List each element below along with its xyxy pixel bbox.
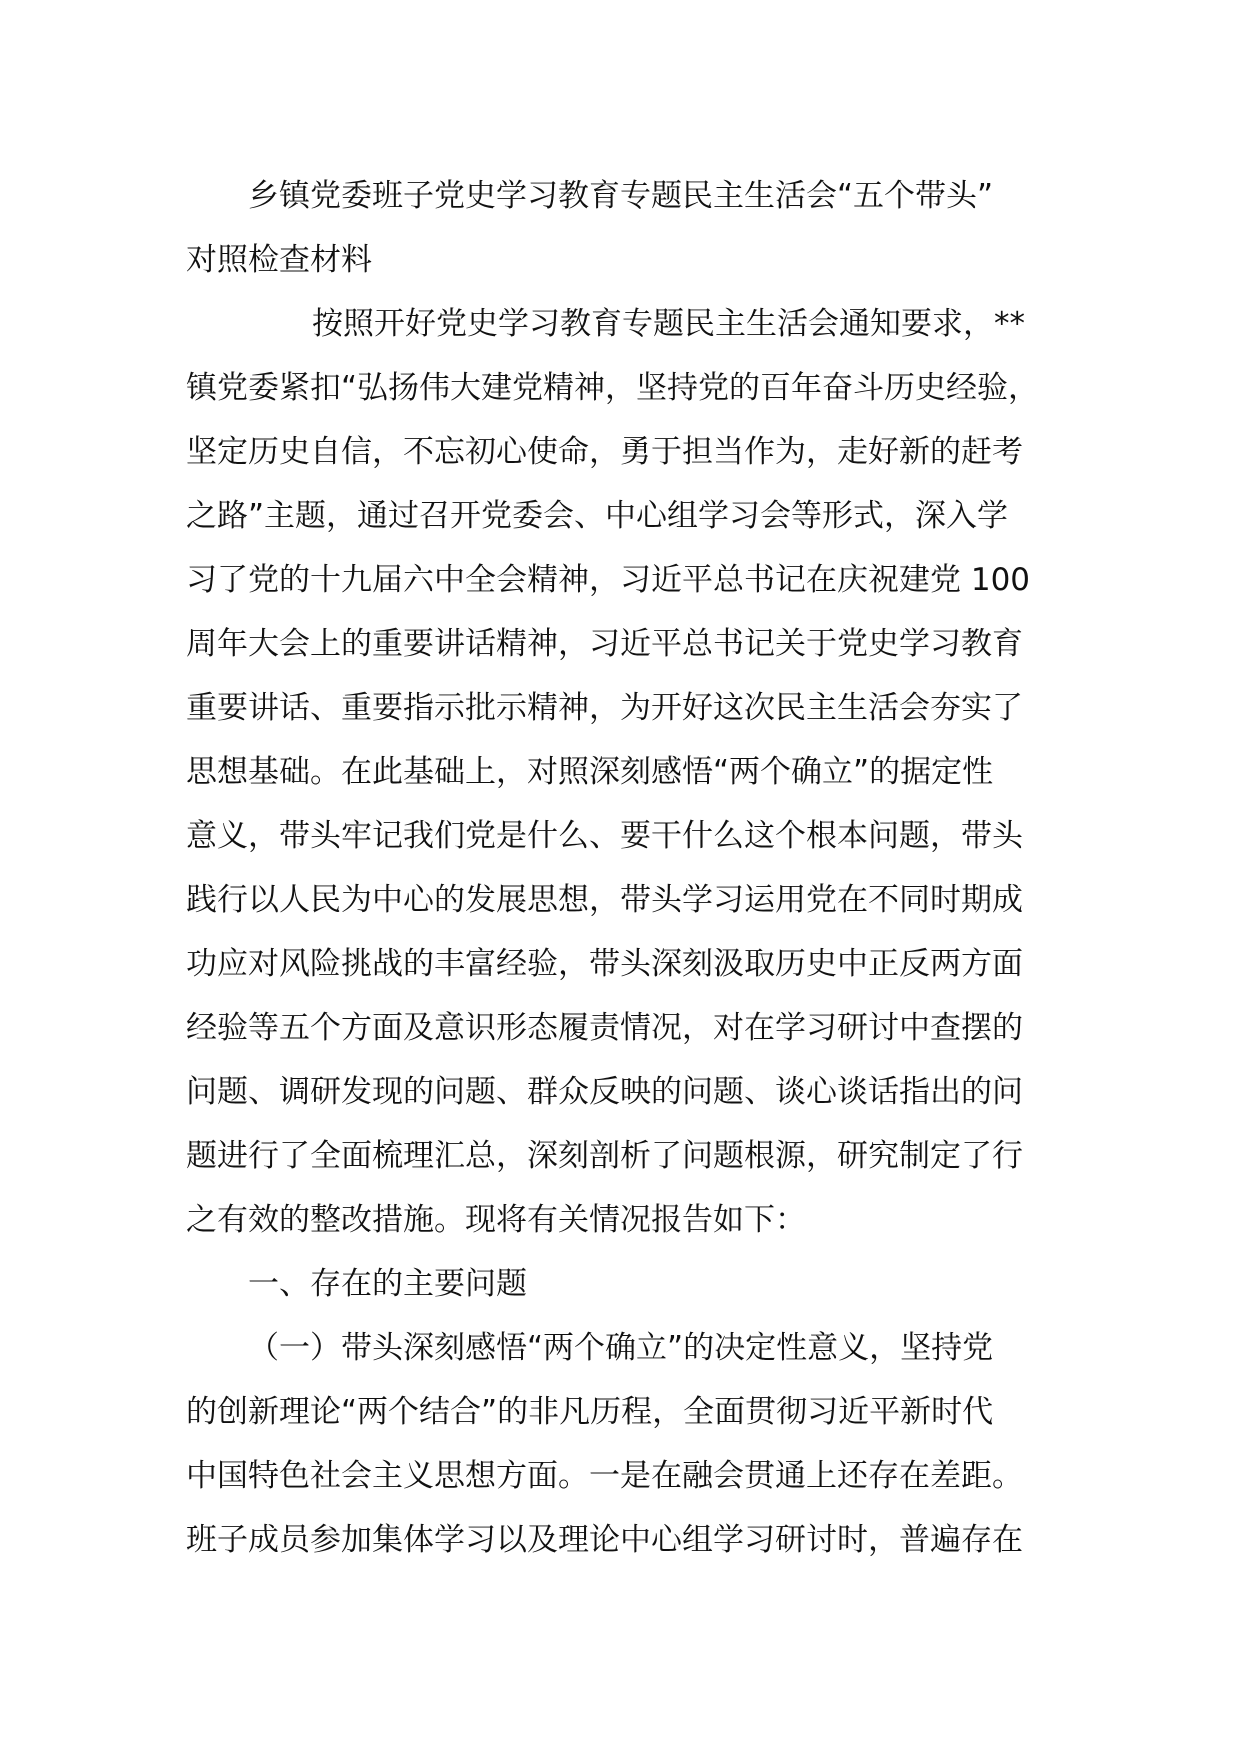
body-line: 班子成员参加集体学习以及理论中心组学习研讨时，普遍存在 — [186, 1522, 1023, 1558]
body-line: 之有效的整改措施。现将有关情况报告如下： — [186, 1202, 806, 1238]
body-line: 按照开好党史学习教育专题民主生活会通知要求，** — [312, 306, 1025, 342]
body-line: 题进行了全面梳理汇总，深刻剖析了问题根源，研究制定了行 — [186, 1138, 1023, 1174]
body-line: 功应对风险挑战的丰富经验，带头深刻汲取历史中正反两方面 — [186, 946, 1023, 982]
body-line: 习了党的十九届六中全会精神，习近平总书记在庆祝建党 100 — [186, 562, 1031, 598]
body-line: 重要讲话、重要指示批示精神，为开好这次民主生活会夯实了 — [186, 690, 1023, 726]
body-line: 之路”主题，通过召开党委会、中心组学习会等形式，深入学 — [186, 498, 1009, 534]
body-line: 中国特色社会主义思想方面。一是在融会贯通上还存在差距。 — [186, 1458, 1023, 1494]
body-line: 经验等五个方面及意识形态履责情况，对在学习研讨中查摆的 — [186, 1010, 1023, 1046]
body-line: 周年大会上的重要讲话精神，习近平总书记关于党史学习教育 — [186, 626, 1023, 662]
document-title-line-2: 对照检查材料 — [186, 242, 372, 278]
body-line: 践行以人民为中心的发展思想，带头学习运用党在不同时期成 — [186, 882, 1023, 918]
body-line: 坚定历史自信，不忘初心使命，勇于担当作为，走好新的赶考 — [186, 434, 1023, 470]
section-heading: 一、存在的主要问题 — [248, 1266, 527, 1302]
body-line: 问题、调研发现的问题、群众反映的问题、谈心谈话指出的问 — [186, 1074, 1023, 1110]
body-line: 镇党委紧扣“弘扬伟大建党精神，坚持党的百年奋斗历史经验， — [186, 370, 1040, 406]
body-line: 意义，带头牢记我们党是什么、要干什么这个根本问题，带头 — [186, 818, 1023, 854]
body-line: （一）带头深刻感悟“两个确立”的决定性意义，坚持党 — [248, 1330, 994, 1366]
body-line: 的创新理论“两个结合”的非凡历程，全面贯彻习近平新时代 — [186, 1394, 994, 1430]
document-title-line-1: 乡镇党委班子党史学习教育专题民主生活会“五个带头” — [248, 178, 994, 214]
body-line: 思想基础。在此基础上，对照深刻感悟“两个确立”的据定性 — [186, 754, 994, 790]
